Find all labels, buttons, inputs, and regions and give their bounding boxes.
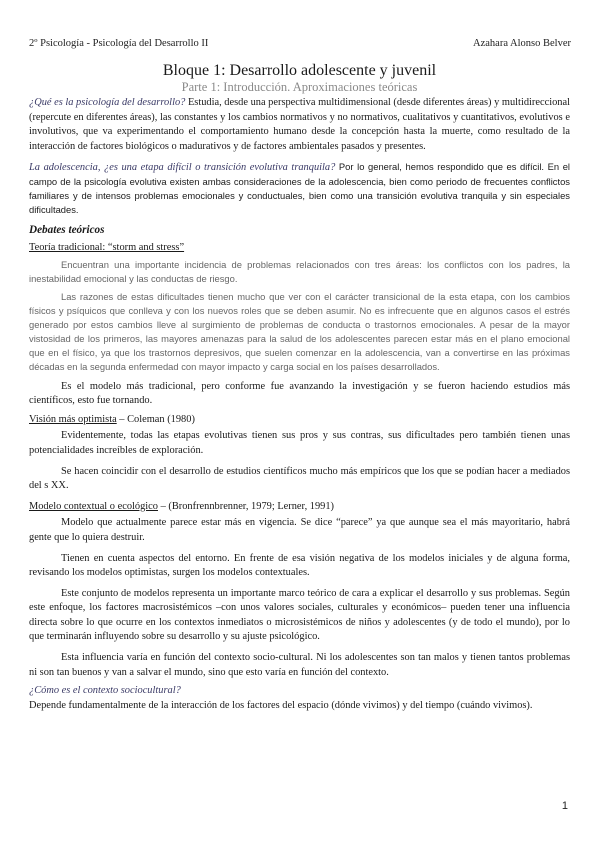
header-course: 2º Psicología - Psicología del Desarrollo II — [29, 38, 209, 49]
page-header — [29, 38, 571, 49]
contextual-paragraph-4: Esta influencia varía en función del contexto socio-cultural. Ni los adolescentes son tan malos y tienen tantos problemas ni son tan buenos y van a salvar el mundo, sino que esto varía en función del contexto. — [29, 652, 570, 678]
page-content — [29, 62, 570, 713]
contextual-author: – (Bronfrennbrenner, 1979; Lerner, 1991) — [157, 500, 335, 512]
sociocultural-question: ¿Cómo es el contexto sociocultural? — [29, 685, 181, 697]
intro-paragraph-2 — [29, 160, 570, 217]
contextual-paragraph-1: Modelo que actualmente parece estar más en vigencia. Se dice “parece” ya que aunque sea el más mayoritario, habrá gente que lo quiera destruir. — [29, 517, 570, 543]
traditional-heading — [29, 241, 570, 256]
traditional-paragraph-2: Las razones de estas dificultades tienen mucho que ver con el carácter transicional de la esta etapa, con los cambios físicos y psíquicos que conlleva y con los nuevos roles que se deben asumir. No es infrecuente que en algunos casos el estrés generado por estos cambios lleve al surgimiento de problemas de conducta o trastornos emocionales. A pesar de la mayor vistosidad de los primeros, las mayores amenazas para la salud de los adolescentes parecen estar más en el plano emocional que en el físico, ya que los trastornos depresivos, que suelen comenzar en la adolescencia, van a convertirse en las próximas décadas en la segunda enfermedad con mayor impacto y carga social en los países desarrollados. — [29, 290, 570, 372]
intro-text-2: Por lo general, hemos respondido que es difícil. En el campo de la psicología evolutiva existen ambas consideraciones de la adolescencia, bien como periodo de frecuentes conflictos familiares y de intensos problemas emocionales y conductuales, bien como una transición evolutiva tranquila y sin especiales dificultades. — [29, 161, 570, 216]
optimistic-paragraph-2: Se hacen coincidir con el desarrollo de estudios científicos mucho más empíricos que los que se podían hacer a mediados del s XX. — [29, 465, 570, 492]
debates-heading: Debates teóricos — [29, 224, 105, 237]
intro-question-1: ¿Qué es la psicología del desarrollo? — [29, 97, 186, 108]
page-number: 1 — [561, 800, 568, 812]
traditional-paragraph-1: Encuentran una importante incidencia de problemas relacionados con tres áreas: los conflictos con los padres, la inestabilidad emocional y las conductas de riesgo. — [29, 258, 570, 284]
contextual-paragraph-2: Tienen en cuenta aspectos del entorno. En frente de esa visión negativa de los modelos iniciales y de alguna forma, revisando los modelos optimistas, surgen los modelos contextuales. — [29, 552, 570, 579]
optimistic-paragraph-1: Evidentemente, todas las etapas evolutivas tienen sus pros y sus contras, sus dificultades pero también tienen unas potencialidades increíbles de exploración. — [29, 430, 570, 456]
optimistic-heading-text: Visión más optimista — [29, 413, 117, 425]
header-author: Azahara Alonso Belver — [473, 38, 571, 49]
sociocultural-paragraph: Depende fundamentalmente de la interacción de los factores del espacio (dónde vivimos) y del tiempo (cuándo vivimos). — [29, 699, 533, 711]
intro-question-2: La adolescencia, ¿es una etapa difícil o transición evolutiva tranquila? — [29, 162, 336, 174]
contextual-paragraph-3: Este conjunto de modelos representa un importante marco teórico de cara a explicar el desarrollo y sus problemas. Según este enfoque, los factores macrosistémicos –con unos valores sociales, culturales y económicos– pueden tener una influencia directa sobre lo que ocurre en los contextos inmediatos o microsistémicos de niños y adolescentes (y de todo el mundo), por lo que terminarán influyendo sobre su desarrollo y su ajuste psicológico. — [29, 587, 570, 643]
contextual-heading — [29, 500, 570, 515]
traditional-paragraph-3: Es el modelo más tradicional, pero conforme fue avanzando la investigación y se fueron haciendo estudios más científicos, esto fue tornando. — [29, 380, 570, 407]
optimistic-author: – Coleman (1980) — [116, 413, 195, 425]
intro-paragraph-1 — [29, 96, 570, 154]
part-subtitle: Parte 1: Introducción. Aproximaciones teóricas — [181, 80, 418, 94]
intro-text-1: Estudia, desde una perspectiva multidimensional (desde diferentes áreas) y multidireccional (repercute en diferentes áreas), las constantes y los cambios normativos y no normativos, cualitativos y cuantitativos, evolutivos e involutivos, que va experimentando el comportamiento humano desde la concepción hasta la muerte, como resultado de la interacción de factores biológicos o madurativos y de factores ambientales pasados y presentes. — [29, 97, 570, 152]
optimistic-heading — [29, 413, 570, 428]
contextual-heading-text: Modelo contextual o ecológico — [29, 500, 158, 512]
traditional-heading-text: Teoría tradicional: “storm and stress” — [29, 241, 185, 253]
block-title: Bloque 1: Desarrollo adolescente y juvenil — [162, 62, 437, 79]
